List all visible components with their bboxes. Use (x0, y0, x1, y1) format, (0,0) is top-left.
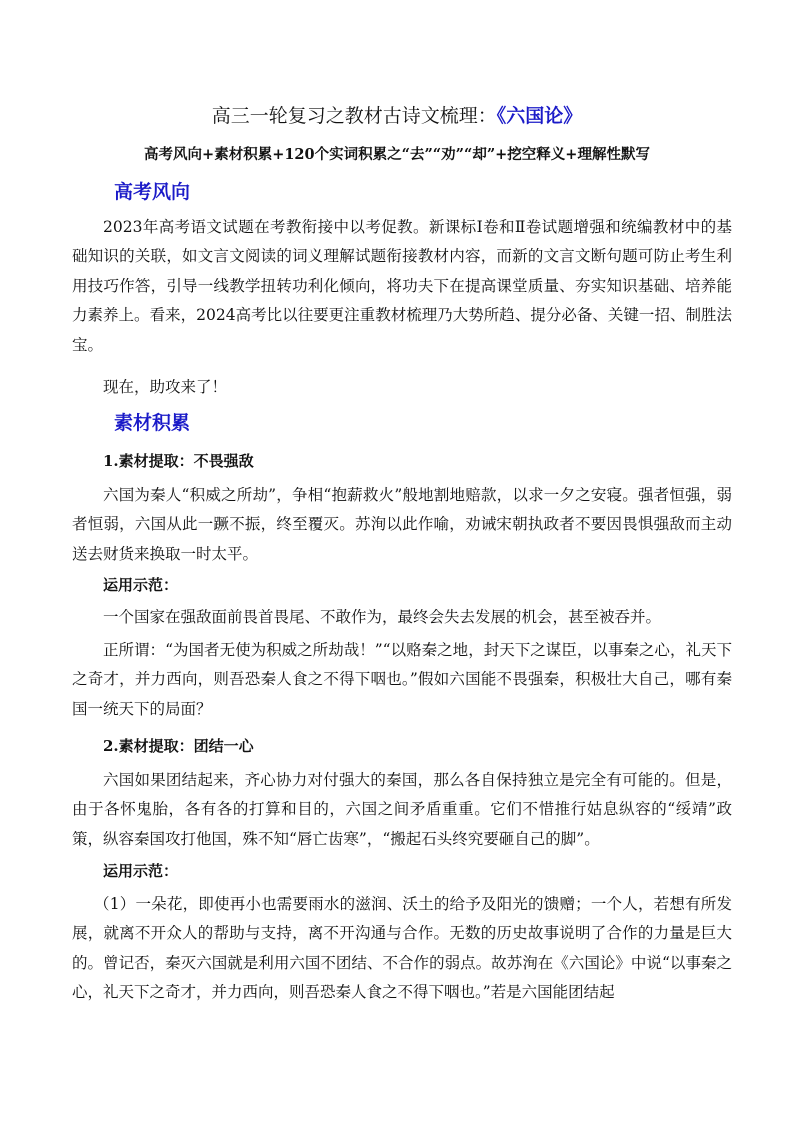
material-2-label: 2.素材提取：团结一心 (103, 737, 254, 755)
exam-trend-paragraph: 2023年高考语文试题在考教衔接中以考促教。新课标Ⅰ卷和Ⅱ卷试题增强和统编教材中的基础知识的关联，如文言文阅读的词义理解试题衔接教材内容，而新的文言文断句题可防止考生利用技巧作答，引导一线教学扭转功利化倾向，将功夫下在提高课堂质量、夯实知识基础、培养能力素养上。看来，2024高考比以往要更注重教材梳理乃大势所趋、提分必备、关键一招、制胜法宝。 (72, 218, 732, 354)
section-heading-exam-trend: 高考风向 (114, 181, 191, 203)
material-2-usage-label: 运用示范： (103, 862, 179, 880)
page-subtitle: 高考风向+素材积累+120个实词积累之“去”“劝”“却”+挖空释义+理解性默写 (144, 146, 650, 163)
material-1-example-2: 正所谓：“为国者无使为积威之所劫哉！”“以赂秦之地，封天下之谋臣，以事秦之心，礼天下之奇才，并力西向，则吾恐秦人食之不得下咽也。”假如六国能不畏强秦，积极壮大自己，哪有秦国一统天下的局面？ (72, 641, 732, 718)
material-2-paragraph: 六国如果团结起来，齐心协力对付强大的秦国，那么各自保持独立是完全有可能的。但是，由于各怀鬼胎，各有各的打算和目的，六国之间矛盾重重。它们不惜推行姑息纵容的“绥靖”政策，纵容秦国攻打他国，殊不知“唇亡齿寒”，“搬起石头终究要砸自己的脚”。 (72, 771, 732, 848)
material-1-label: 1.素材提取：不畏强敌 (103, 452, 254, 470)
material-1-example-1: 一个国家在强敌面前畏首畏尾、不敢作为，最终会失去发展的机会，甚至被吞并。 (103, 608, 662, 626)
title-text: 高三一轮复习之教材古诗文梳理： (211, 105, 497, 127)
material-2-example-1: （1）一朵花，即使再小也需要雨水的滋润、沃土的给予及阳光的馈赠；一个人，若想有所发展，就离不开众人的帮助与支持，离不开沟通与合作。无数的历史故事说明了合作的力量是巨大的。曾记否，秦灭六国就是利用六国不团结、不合作的弱点。故苏洵在《六国论》中说“以事秦之心，礼天下之奇才，并力西向，则吾恐秦人食之不得下咽也。”若是六国能团结起 (72, 895, 732, 1002)
exam-trend-closing: 现在，助攻来了！ (103, 378, 228, 396)
title-book-name: 《六国论》 (496, 105, 583, 127)
page-title (0, 102, 794, 130)
material-1-usage-label: 运用示范： (103, 576, 179, 594)
material-1-paragraph: 六国为秦人“积威之所劫”，争相“抱薪救火”般地割地赔款，以求一夕之安寝。强者恒强，弱者恒弱，六国从此一蹶不振，终至覆灭。苏洵以此作喻，劝诫宋朝执政者不要因畏惧强敌而主动送去财货来换取一时太平。 (72, 486, 732, 563)
section-heading-materials: 素材积累 (114, 412, 191, 434)
